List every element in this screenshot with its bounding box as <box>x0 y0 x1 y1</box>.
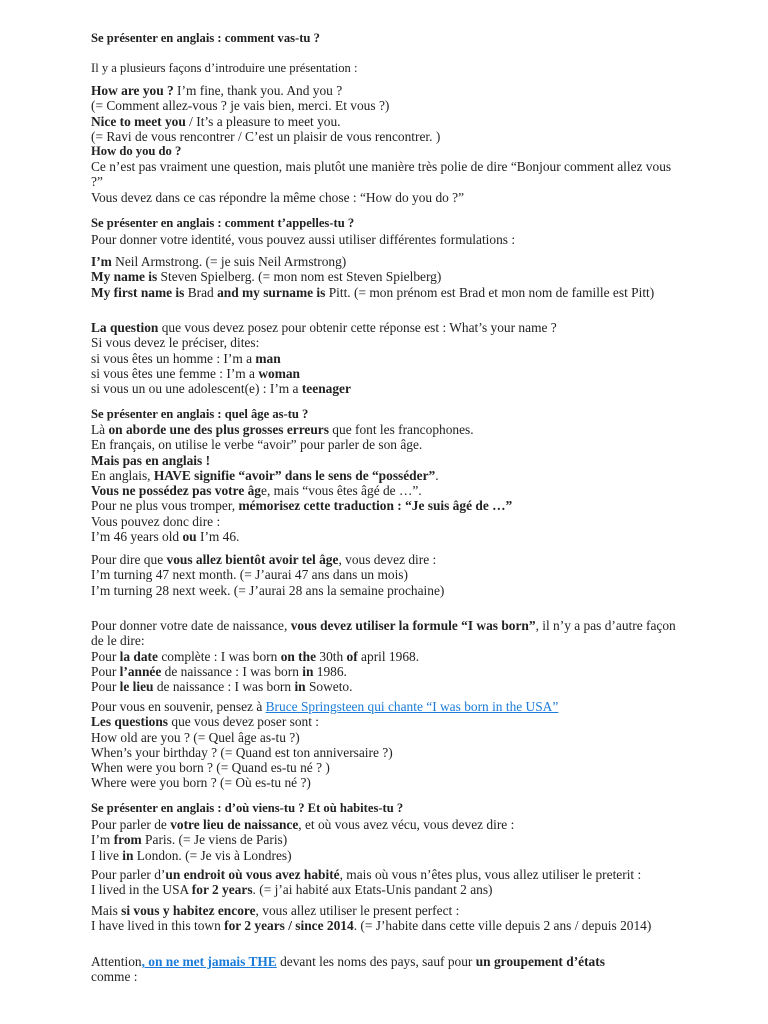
section-title: Se présenter en anglais : comment vas-tu ? <box>91 31 320 45</box>
bold-text: ou <box>182 529 197 545</box>
text-run: complète : I was born <box>157 648 281 664</box>
text-run: Paris. (= Je viens de Paris) <box>141 832 288 848</box>
text-run: Pour <box>91 679 120 695</box>
text-run: I’m 46 years old <box>91 529 183 545</box>
text-run: Neil Armstrong. (= je suis Neil Armstrong) <box>111 254 347 269</box>
text-run: si vous un ou une adolescent(e) : I’m a <box>91 381 302 397</box>
text-run: Pour donner votre date de naissance, <box>91 618 291 633</box>
text-run: comme : <box>91 969 138 985</box>
text-line <box>91 366 691 381</box>
text-line <box>91 285 671 300</box>
paragraph-preterit <box>91 867 691 898</box>
paragraph-born <box>91 618 681 694</box>
text-run: Là <box>91 422 109 437</box>
text-line <box>91 664 681 679</box>
text-line: (= Comment allez-vous ? je vais bien, merci. Et vous ?) <box>91 98 390 114</box>
section-title: Se présenter en anglais : quel âge as-tu ? <box>91 407 309 421</box>
paragraph-attention <box>91 954 611 985</box>
bold-text: votre lieu de naissance <box>170 817 299 832</box>
text-line: Pour donner votre identité, vous pouvez aussi utiliser différentes formulations : <box>91 232 516 247</box>
text-run: Mais <box>91 903 122 918</box>
intro-paragraph: Il y a plusieurs façons d’introduire une présentation : <box>91 61 358 75</box>
text-run: si vous êtes un homme : I’m a <box>91 350 256 366</box>
text-line: Vous pouvez donc dire : <box>91 513 221 529</box>
text-line <box>91 114 691 129</box>
text-line <box>91 679 681 694</box>
text-run: april 1968. <box>357 648 420 664</box>
text-run: que vous devez poser sont : <box>168 714 320 730</box>
text-run: Pour parler d’ <box>91 867 166 882</box>
text-run: I have lived in this town <box>91 918 225 934</box>
text-line <box>91 351 691 366</box>
text-run: 30th <box>316 648 347 664</box>
paragraph-question <box>91 320 691 396</box>
bold-text: l’année <box>119 663 162 679</box>
bold-text: Mais pas en anglais ! <box>91 452 211 468</box>
text-line <box>91 848 691 863</box>
the-rule-link[interactable] <box>142 954 277 969</box>
text-run: si vous êtes une femme : I’m a <box>91 365 259 381</box>
bold-text: on the <box>280 648 317 664</box>
text-line <box>91 918 666 933</box>
text-run: Pour <box>91 663 120 679</box>
text-run: Steven Spielberg. (= mon nom est Steven Spielberg) <box>157 269 442 285</box>
text-run: I’m <box>91 832 114 848</box>
bold-text: in <box>302 663 314 679</box>
text-run: Pitt. (= mon prénom est Brad et mon nom de famille est Pitt) <box>325 284 655 300</box>
text-line <box>91 269 671 284</box>
text-run: London. (= Je vis à Londres) <box>133 847 292 863</box>
bold-text: un endroit où vous avez habité <box>165 867 340 882</box>
text-run: I live <box>91 847 123 863</box>
text-run: Pour ne plus vous tromper, <box>91 498 239 514</box>
text-line <box>91 320 691 335</box>
bold-text: La question <box>91 320 159 335</box>
text-run: e <box>261 483 267 499</box>
text-run: de naissance : I was born <box>161 663 303 679</box>
bold-text: Vous ne possédez pas votre âg <box>91 483 262 499</box>
section-comment-vas-tu <box>91 31 691 46</box>
section-title: Se présenter en anglais : d’où viens-tu ? Et où habites-tu ? <box>91 801 404 815</box>
bold-text: of <box>346 648 358 664</box>
bold-text: My name is <box>91 269 158 285</box>
text-line <box>91 483 691 498</box>
text-line <box>91 954 611 985</box>
bold-text: mémorisez cette traduction : “Je suis âgé de …” <box>238 498 513 514</box>
text-line <box>91 468 691 483</box>
text-line: (= Ravi de vous rencontrer / C’est un plaisir de vous rencontrer. ) <box>91 128 441 144</box>
paragraph-greetings <box>91 83 691 205</box>
text-run: I’m fine, thank you. And you ? <box>173 83 343 98</box>
bold-text: How are you ? <box>91 83 174 98</box>
text-run: , mais “vous êtes âgé de …”. <box>266 483 422 499</box>
text-run: 1986. <box>313 663 347 679</box>
text-line <box>91 498 691 513</box>
bold-text: HAVE signifie “avoir” dans le sens de “posséder” <box>153 467 436 483</box>
text-run: , vous allez utiliser le present perfect : <box>255 903 460 918</box>
paragraph-origin <box>91 817 691 863</box>
bold-text: le lieu <box>119 679 154 695</box>
bold-text: la date <box>119 648 158 664</box>
text-run: Pour parler de <box>91 817 171 832</box>
text-run: Pour dire que <box>91 552 167 567</box>
text-run: En anglais, <box>91 467 154 483</box>
bold-text: vous devez utiliser la formule “I was born” <box>290 618 536 633</box>
springsteen-link[interactable]: Bruce Springsteen qui chante “I was born in the USA” <box>265 699 559 714</box>
bold-text: in <box>294 679 306 695</box>
text-line <box>91 381 691 396</box>
text-run: Pour <box>91 648 120 664</box>
paragraph-present-perfect <box>91 903 666 934</box>
text-run: que font les francophones. <box>328 422 474 437</box>
bold-text: I’m <box>91 254 112 269</box>
text-line: When’s your birthday ? (= Quand est ton anniversaire ?) <box>91 744 393 760</box>
bold-text: , on ne met jamais THE <box>141 954 277 969</box>
text-run: , il n’y a pas d’autre façon de le dire: <box>91 618 676 649</box>
text-run: Pour vous en souvenir, pensez à <box>91 699 266 714</box>
section-title: Se présenter en anglais : comment t’appelles-tu ? <box>91 216 355 230</box>
text-line <box>91 882 691 897</box>
paragraph-names <box>91 254 671 300</box>
text-line <box>91 254 671 269</box>
bold-text: How do you do ? <box>91 144 182 159</box>
paragraph-age <box>91 422 691 544</box>
text-line <box>91 714 691 729</box>
text-line: Si vous devez le préciser, dites: <box>91 335 260 351</box>
text-line: How old are you ? (= Quel âge as-tu ?) <box>91 729 300 745</box>
text-run: I’m 46. <box>196 529 240 545</box>
text-run: . (= j’ai habité aux Etats-Unis pandant 2 ans) <box>252 882 493 898</box>
bold-text: vous allez bientôt avoir tel âge <box>166 552 339 567</box>
text-line: When were you born ? (= Quand es-tu né ? ) <box>91 760 330 776</box>
text-line <box>91 144 691 159</box>
paragraph-turning <box>91 552 691 598</box>
text-run: I lived in the USA <box>91 882 192 898</box>
text-run: Soweto. <box>305 679 353 695</box>
bold-text: un groupement d’états <box>475 954 605 969</box>
bold-text: teenager <box>301 381 351 397</box>
text-run: . <box>435 467 439 483</box>
paragraph-questions <box>91 699 691 791</box>
text-line: Ce n’est pas vraiment une question, mais plutôt une manière très polie de dire “Bonjour comment allez vous ?” <box>91 159 672 190</box>
bold-text: for 2 years <box>191 882 253 898</box>
text-line <box>91 699 691 714</box>
text-line <box>91 867 691 882</box>
text-line: Where were you born ? (= Où es-tu né ?) <box>91 775 311 791</box>
bold-text: woman <box>258 365 301 381</box>
text-line <box>91 618 681 649</box>
bold-text: si vous y habitez encore <box>121 903 256 918</box>
text-run: Attention <box>91 954 142 969</box>
text-line <box>91 832 691 847</box>
text-run: que vous devez posez pour obtenir cette réponse est : What’s your name ? <box>158 320 557 335</box>
text-line <box>91 817 691 832</box>
text-run: . (= J’habite dans cette ville depuis 2 ans / depuis 2014) <box>353 918 652 934</box>
text-line <box>91 649 681 664</box>
text-line <box>91 453 691 468</box>
text-run: , vous devez dire : <box>338 552 437 567</box>
text-line <box>91 529 691 544</box>
text-run: , mais où vous n’êtes plus, vous allez utiliser le preterit : <box>339 867 642 882</box>
text-line <box>91 422 691 437</box>
text-line <box>91 552 691 567</box>
bold-text: for 2 years / since 2014 <box>224 918 354 934</box>
text-run: devant les noms des pays, sauf pour <box>276 954 476 969</box>
text-line <box>91 83 691 98</box>
bold-text: on aborde une des plus grosses erreurs <box>108 422 329 437</box>
text-line: Vous devez dans ce cas répondre la même chose : “How do you do ?” <box>91 189 465 205</box>
text-run: , et où vous avez vécu, vous devez dire : <box>298 817 515 832</box>
bold-text: in <box>122 847 134 863</box>
text-run: Brad <box>184 284 218 300</box>
bold-text: and my surname is <box>217 284 326 300</box>
text-line <box>91 903 666 918</box>
text-line: En français, on utilise le verbe “avoir” pour parler de son âge. <box>91 437 423 453</box>
text-run: / It’s a pleasure to meet you. <box>185 113 341 129</box>
bold-text: man <box>255 350 281 366</box>
bold-text: from <box>113 832 142 848</box>
text-run: de naissance : I was born <box>153 679 295 695</box>
bold-text: Nice to meet you <box>91 113 186 129</box>
text-line: I’m turning 28 next week. (= J’aurai 28 ans la semaine prochaine) <box>91 582 445 598</box>
bold-text: My first name is <box>91 284 185 300</box>
text-line: I’m turning 47 next month. (= J’aurai 47 ans dans un mois) <box>91 567 408 583</box>
bold-text: Les questions <box>91 714 169 730</box>
